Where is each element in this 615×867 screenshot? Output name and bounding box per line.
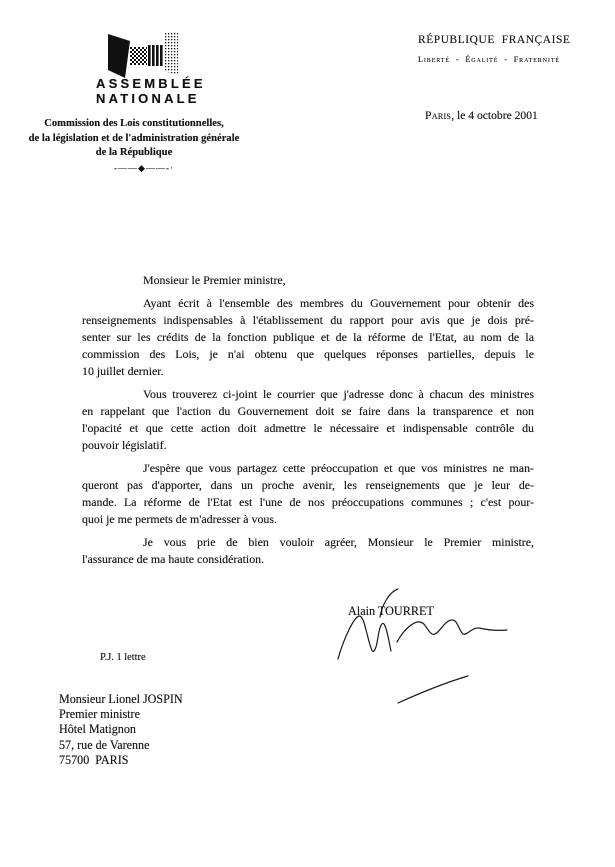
text-line: quoi je me permets de m'adresser à vous. xyxy=(82,512,277,526)
salutation: Monsieur le Premier ministre, xyxy=(143,273,286,287)
text-line: 57, rue de Varenne xyxy=(59,737,150,752)
text-line: queront pas d'apporter, dans un proche avenir, les renseignements que je leur de- xyxy=(82,478,534,492)
text-line: Commission des Lois constitutionnelles, xyxy=(44,118,224,129)
text-line: commission des Lois, je n'ai obtenu que quelques réponses partielles, depuis le xyxy=(82,347,534,361)
text-line: de la République xyxy=(95,147,173,159)
text-line: 75700 PARIS xyxy=(59,752,129,767)
paragraph-4 xyxy=(82,534,534,568)
text-line: l'assurance de ma haute considération. xyxy=(82,552,265,566)
signatory-name: Alain TOURRET xyxy=(348,604,434,618)
text-line: 10 juillet dernier. xyxy=(82,364,164,378)
recipient-address xyxy=(59,692,183,768)
republic-heading: RÉPUBLIQUE FRANÇAISE xyxy=(418,34,571,46)
decorative-divider: -——◆——-· xyxy=(114,163,174,173)
text-line: Je vous prie de bien vouloir agréer, Monsieur le Premier ministre, xyxy=(143,535,534,549)
text-line: l'opacité et que cette action doit admettre le nécessaire et indispensable contrôle du xyxy=(82,421,534,435)
date: , le 4 octobre 2001 xyxy=(451,109,538,122)
text-line: senter sur les crédits de la fonction publique et de la réforme de l'Etat, au nom de la xyxy=(82,330,534,344)
text-line: mande. La réforme de l'Etat est l'une de nos préoccupations communes ; c'est pour- xyxy=(82,495,534,509)
org-name-line1: ASSEMBLÉE xyxy=(96,76,206,91)
text-line: de la législation et de l'administration générale xyxy=(28,132,240,144)
place: Paris xyxy=(425,109,452,122)
text-line: Hôtel Matignon xyxy=(59,722,136,737)
text-line: J'espère que vous partagez cette préoccupation et que vos ministres ne man- xyxy=(143,461,534,475)
text-line: en rappelant que l'action du Gouvernement doit se faire dans la transparence et non xyxy=(82,404,534,418)
text-line: Monsieur Lionel JOSPIN xyxy=(59,692,183,706)
text-line: pouvoir législatif. xyxy=(82,438,167,452)
paragraph-3 xyxy=(82,460,534,528)
text-line: renseignements indispensables à l'établissement du rapport pour avis que je dois pré- xyxy=(82,313,534,327)
place-and-date xyxy=(425,109,538,122)
commission-title xyxy=(20,117,248,161)
enclosure-note: P.J. 1 lettre xyxy=(100,652,146,663)
text-line: Ayant écrit à l'ensemble des membres du Gouvernement pour obtenir des xyxy=(143,296,534,310)
org-name xyxy=(96,77,206,106)
paragraph-1 xyxy=(82,295,534,380)
motto: Liberté - Égalité - Fraternité xyxy=(418,55,560,64)
text-line: Premier ministre xyxy=(59,707,140,722)
paragraph-2 xyxy=(82,386,534,454)
handwritten-signature xyxy=(330,585,525,715)
letter-body xyxy=(82,272,534,574)
org-name-line2: NATIONALE xyxy=(96,90,200,106)
text-line: Vous trouverez ci-joint le courrier que j'adresse donc à chacun des ministres xyxy=(143,387,534,401)
